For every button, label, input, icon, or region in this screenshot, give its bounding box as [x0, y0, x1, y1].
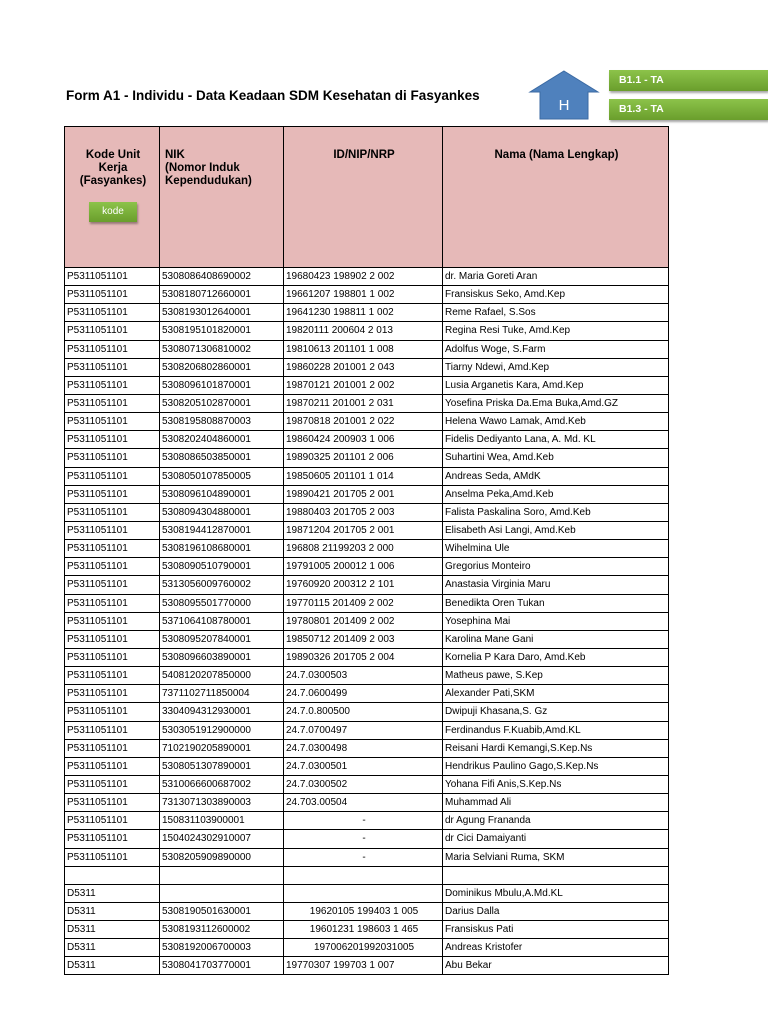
cell-kode-unit[interactable]: P5311051101 [65, 521, 160, 539]
cell-nik[interactable]: 5408120207850000 [160, 667, 284, 685]
cell-kode-unit[interactable]: P5311051101 [65, 449, 160, 467]
table-row [65, 594, 669, 612]
cell-nip[interactable]: 19870211 201001 2 031 [284, 394, 443, 412]
cell-nama[interactable]: Wihelmina Ule [443, 540, 669, 558]
cell-nama[interactable]: dr. Maria Goreti Aran [443, 268, 669, 286]
cell-kode-unit[interactable]: P5311051101 [65, 630, 160, 648]
cell-nama[interactable]: Fransiskus Pati [443, 921, 669, 939]
cell-nama[interactable]: Lusia Arganetis Kara, Amd.Kep [443, 376, 669, 394]
cell-nip[interactable]: 197006201992031005 [284, 939, 443, 957]
cell-kode-unit[interactable]: P5311051101 [65, 775, 160, 793]
cell-nik[interactable] [160, 884, 284, 902]
cell-nama[interactable]: Maria Selviani Ruma, SKM [443, 848, 669, 866]
cell-kode-unit[interactable]: P5311051101 [65, 721, 160, 739]
cell-nik[interactable]: 5308086408690002 [160, 268, 284, 286]
cell-kode-unit[interactable]: P5311051101 [65, 340, 160, 358]
cell-kode-unit[interactable]: P5311051101 [65, 286, 160, 304]
table-row [65, 739, 669, 757]
table-row [65, 449, 669, 467]
cell-kode-unit[interactable]: P5311051101 [65, 467, 160, 485]
cell-nik[interactable]: 5308206802860001 [160, 358, 284, 376]
cell-nip[interactable]: - [284, 848, 443, 866]
cell-nip[interactable]: 24.7.0300502 [284, 775, 443, 793]
cell-nama[interactable]: Alexander Pati,SKM [443, 685, 669, 703]
table-row [65, 721, 669, 739]
cell-nama[interactable]: Gregorius Monteiro [443, 558, 669, 576]
cell-nip[interactable]: 19770115 201409 2 002 [284, 594, 443, 612]
cell-nip[interactable]: 24.7.0600499 [284, 685, 443, 703]
cell-nik[interactable]: 5308051307890001 [160, 757, 284, 775]
cell-nama[interactable]: Reisani Hardi Kemangi,S.Kep.Ns [443, 739, 669, 757]
cell-nik[interactable]: 5303051912900000 [160, 721, 284, 739]
table-row [65, 558, 669, 576]
cell-kode-unit[interactable]: P5311051101 [65, 540, 160, 558]
cell-kode-unit[interactable]: P5311051101 [65, 431, 160, 449]
table-row [65, 376, 669, 394]
table-row [65, 703, 669, 721]
table-row [65, 866, 669, 884]
table-row [65, 358, 669, 376]
cell-kode-unit[interactable]: P5311051101 [65, 485, 160, 503]
cell-nip[interactable]: 24.7.0300503 [284, 667, 443, 685]
cell-nik[interactable]: 5308193012640001 [160, 304, 284, 322]
table-row [65, 394, 669, 412]
cell-nama[interactable]: Darius Dalla [443, 902, 669, 920]
table-row [65, 775, 669, 793]
cell-kode-unit[interactable]: P5311051101 [65, 757, 160, 775]
cell-kode-unit[interactable]: P5311051101 [65, 304, 160, 322]
cell-nip[interactable]: 19661207 198801 1 002 [284, 286, 443, 304]
table-row [65, 612, 669, 630]
cell-nip[interactable]: 19870818 201001 2 022 [284, 413, 443, 431]
cell-nik[interactable]: 5308086503850001 [160, 449, 284, 467]
cell-nama[interactable]: Ferdinandus F.Kuabib,Amd.KL [443, 721, 669, 739]
cell-nik[interactable]: 5308195808870003 [160, 413, 284, 431]
cell-nik[interactable]: 5308190501630001 [160, 902, 284, 920]
header-kode-unit [65, 127, 160, 268]
header-kode-unit-label: Kode Unit Kerja (Fasyankes) [79, 149, 147, 187]
table-row [65, 540, 669, 558]
table-row [65, 939, 669, 957]
table-row [65, 884, 669, 902]
cell-nama[interactable]: Yosephina Mai [443, 612, 669, 630]
cell-kode-unit[interactable]: P5311051101 [65, 612, 160, 630]
cell-nik[interactable]: 5308096104890001 [160, 485, 284, 503]
cell-nip[interactable]: 19871204 201705 2 001 [284, 521, 443, 539]
table-row [65, 902, 669, 920]
table-row [65, 630, 669, 648]
cell-kode-unit[interactable]: P5311051101 [65, 830, 160, 848]
cell-nama[interactable]: Abu Bekar [443, 957, 669, 975]
form-title: Form A1 - Individu - Data Keadaan SDM Kesehatan di Fasyankes [66, 88, 480, 103]
cell-nip[interactable]: 19890325 201101 2 006 [284, 449, 443, 467]
cell-nik[interactable]: 5308205909890000 [160, 848, 284, 866]
cell-kode-unit[interactable]: P5311051101 [65, 739, 160, 757]
cell-nip[interactable]: 19601231 198603 1 465 [284, 921, 443, 939]
cell-nik[interactable]: 5308094304880001 [160, 503, 284, 521]
cell-nik[interactable]: 1504024302910007 [160, 830, 284, 848]
table-row [65, 268, 669, 286]
table-row [65, 286, 669, 304]
cell-nama[interactable]: Kornelia P Kara Daro, Amd.Keb [443, 648, 669, 666]
cell-kode-unit[interactable]: P5311051101 [65, 576, 160, 594]
cell-nama[interactable]: Fidelis Dediyanto Lana, A. Md. KL [443, 431, 669, 449]
cell-kode-unit[interactable]: P5311051101 [65, 358, 160, 376]
cell-kode-unit[interactable]: P5311051101 [65, 794, 160, 812]
cell-nama[interactable]: Andreas Kristofer [443, 939, 669, 957]
cell-nip[interactable]: 19641230 198811 1 002 [284, 304, 443, 322]
header-nip [284, 127, 443, 268]
cell-nama[interactable]: Anselma Peka,Amd.Keb [443, 485, 669, 503]
table-header-row [65, 127, 669, 268]
cell-nik[interactable]: 5308096101870001 [160, 376, 284, 394]
cell-nama[interactable]: Reme Rafael, S.Sos [443, 304, 669, 322]
cell-nip[interactable]: 19890421 201705 2 001 [284, 485, 443, 503]
cell-kode-unit[interactable]: D5311 [65, 957, 160, 975]
table-row [65, 648, 669, 666]
cell-nama[interactable]: Hendrikus Paulino Gago,S.Kep.Ns [443, 757, 669, 775]
cell-nama[interactable]: Dominikus Mbulu,A.Md.KL [443, 884, 669, 902]
cell-nama[interactable]: Adolfus Woge, S.Farm [443, 340, 669, 358]
table-row [65, 431, 669, 449]
cell-nik[interactable]: 150831103900001 [160, 812, 284, 830]
cell-nik[interactable]: 5308195101820001 [160, 322, 284, 340]
cell-kode-unit[interactable]: D5311 [65, 939, 160, 957]
cell-nik[interactable]: 5308192006700003 [160, 939, 284, 957]
table-row [65, 757, 669, 775]
cell-nama[interactable]: Karolina Mane Gani [443, 630, 669, 648]
cell-nama[interactable]: Matheus pawe, S.Kep [443, 667, 669, 685]
sdm-table [64, 126, 669, 975]
cell-kode-unit[interactable]: P5311051101 [65, 322, 160, 340]
header-nik [160, 127, 284, 268]
cell-kode-unit[interactable]: P5311051101 [65, 558, 160, 576]
cell-kode-unit[interactable]: P5311051101 [65, 812, 160, 830]
table-row [65, 322, 669, 340]
cell-kode-unit[interactable]: P5311051101 [65, 703, 160, 721]
cell-nik[interactable]: 5310066600687002 [160, 775, 284, 793]
cell-nip[interactable]: 24.703.00504 [284, 794, 443, 812]
cell-nama[interactable]: Fransiskus Seko, Amd.Kep [443, 286, 669, 304]
cell-kode-unit[interactable]: P5311051101 [65, 268, 160, 286]
cell-nip[interactable]: 24.7.0300501 [284, 757, 443, 775]
cell-nik[interactable]: 7102190205890001 [160, 739, 284, 757]
cell-kode-unit[interactable]: P5311051101 [65, 394, 160, 412]
table-row [65, 340, 669, 358]
home-icon[interactable] [528, 70, 600, 120]
cell-nip[interactable]: 19850605 201101 1 014 [284, 467, 443, 485]
cell-nik[interactable]: 3304094312930001 [160, 703, 284, 721]
cell-nik[interactable]: 5308194412870001 [160, 521, 284, 539]
cell-nip[interactable]: 19810613 201101 1 008 [284, 340, 443, 358]
cell-nik[interactable]: 5308205102870001 [160, 394, 284, 412]
cell-nik[interactable]: 7313071303890003 [160, 794, 284, 812]
cell-nip[interactable]: 24.7.0700497 [284, 721, 443, 739]
cell-kode-unit[interactable] [65, 866, 160, 884]
cell-nip[interactable] [284, 866, 443, 884]
cell-nip[interactable]: 19820111 200604 2 013 [284, 322, 443, 340]
header-nama [443, 127, 669, 268]
cell-nip[interactable]: 19890326 201705 2 004 [284, 648, 443, 666]
cell-nama[interactable]: Elisabeth Asi Langi, Amd.Keb [443, 521, 669, 539]
cell-nip[interactable]: 19791005 200012 1 006 [284, 558, 443, 576]
table-row [65, 812, 669, 830]
cell-nama[interactable]: Helena Wawo Lamak, Amd.Keb [443, 413, 669, 431]
cell-nik[interactable]: 5308193112600002 [160, 921, 284, 939]
cell-kode-unit[interactable]: P5311051101 [65, 503, 160, 521]
cell-nip[interactable]: 19780801 201409 2 002 [284, 612, 443, 630]
cell-nip[interactable]: 24.7.0300498 [284, 739, 443, 757]
cell-nama[interactable]: Benedikta Oren Tukan [443, 594, 669, 612]
cell-nip[interactable]: 19860424 200903 1 006 [284, 431, 443, 449]
table-row [65, 794, 669, 812]
table-row [65, 921, 669, 939]
cell-kode-unit[interactable]: P5311051101 [65, 376, 160, 394]
cell-nip[interactable]: 19870121 201001 2 002 [284, 376, 443, 394]
cell-nip[interactable]: 19620105 199403 1 005 [284, 902, 443, 920]
cell-nik[interactable] [160, 866, 284, 884]
cell-kode-unit[interactable]: P5311051101 [65, 648, 160, 666]
cell-nip[interactable]: 19770307 199703 1 007 [284, 957, 443, 975]
cell-nik[interactable]: 5308090510790001 [160, 558, 284, 576]
table-row [65, 521, 669, 539]
table-row [65, 485, 669, 503]
table-row [65, 848, 669, 866]
cell-kode-unit[interactable]: P5311051101 [65, 594, 160, 612]
cell-nik[interactable]: 5308095207840001 [160, 630, 284, 648]
cell-nama[interactable] [443, 866, 669, 884]
cell-nip[interactable]: 19680423 198902 2 002 [284, 268, 443, 286]
b11-ta-button[interactable]: B1.1 - TA [609, 70, 768, 91]
kode-button[interactable]: kode [89, 202, 137, 222]
cell-nip[interactable]: 19850712 201409 2 003 [284, 630, 443, 648]
b13-ta-button[interactable]: B1.3 - TA [609, 99, 768, 120]
cell-kode-unit[interactable]: P5311051101 [65, 413, 160, 431]
cell-nik[interactable]: 5308096603890001 [160, 648, 284, 666]
cell-nik[interactable]: 5313056009760002 [160, 576, 284, 594]
table-row [65, 467, 669, 485]
cell-nama[interactable]: Yohana Fifi Anis,S.Kep.Ns [443, 775, 669, 793]
cell-nama[interactable]: Andreas Seda, AMdK [443, 467, 669, 485]
cell-nik[interactable]: 5308071306810002 [160, 340, 284, 358]
cell-nama[interactable]: Suhartini Wea, Amd.Keb [443, 449, 669, 467]
cell-kode-unit[interactable]: D5311 [65, 921, 160, 939]
table-row [65, 503, 669, 521]
cell-nip[interactable] [284, 884, 443, 902]
cell-kode-unit[interactable]: D5311 [65, 902, 160, 920]
header-nip-label: ID/NIP/NRP [333, 149, 395, 161]
cell-nama[interactable]: Regina Resi Tuke, Amd.Kep [443, 322, 669, 340]
cell-nik[interactable]: 5371064108780001 [160, 612, 284, 630]
cell-kode-unit[interactable]: P5311051101 [65, 685, 160, 703]
table-row [65, 830, 669, 848]
cell-nip[interactable]: 19760920 200312 2 101 [284, 576, 443, 594]
cell-nip[interactable]: - [284, 812, 443, 830]
table-row [65, 685, 669, 703]
table-row [65, 667, 669, 685]
table-row [65, 413, 669, 431]
cell-nip[interactable]: 196808 21199203 2 000 [284, 540, 443, 558]
cell-nama[interactable]: Anastasia Virginia Maru [443, 576, 669, 594]
cell-kode-unit[interactable]: D5311 [65, 884, 160, 902]
cell-nik[interactable]: 5308050107850005 [160, 467, 284, 485]
cell-nik[interactable]: 7371102711850004 [160, 685, 284, 703]
cell-kode-unit[interactable]: P5311051101 [65, 848, 160, 866]
cell-nama[interactable]: Tiarny Ndewi, Amd.Kep [443, 358, 669, 376]
home-label: H [558, 97, 570, 114]
table-row [65, 576, 669, 594]
cell-nama[interactable]: Yosefina Priska Da.Ema Buka,Amd.GZ [443, 394, 669, 412]
cell-kode-unit[interactable]: P5311051101 [65, 667, 160, 685]
cell-nama[interactable]: Dwipuji Khasana,S. Gz [443, 703, 669, 721]
cell-nama[interactable]: dr Cici Damaiyanti [443, 830, 669, 848]
table-row [65, 304, 669, 322]
cell-nama[interactable]: dr Agung Frananda [443, 812, 669, 830]
cell-nik[interactable]: 5308180712660001 [160, 286, 284, 304]
cell-nik[interactable]: 5308202404860001 [160, 431, 284, 449]
cell-nik[interactable]: 5308095501770000 [160, 594, 284, 612]
cell-nik[interactable]: 5308041703770001 [160, 957, 284, 975]
header-nik-label: NIK (Nomor Induk Kependudukan) [165, 149, 252, 187]
cell-nip[interactable]: 19860228 201001 2 043 [284, 358, 443, 376]
cell-nama[interactable]: Falista Paskalina Soro, Amd.Keb [443, 503, 669, 521]
cell-nama[interactable]: Muhammad Ali [443, 794, 669, 812]
table-row [65, 957, 669, 975]
cell-nip[interactable]: - [284, 830, 443, 848]
header-nama-label: Nama (Nama Lengkap) [494, 149, 619, 161]
cell-nip[interactable]: 24.7.0.800500 [284, 703, 443, 721]
cell-nik[interactable]: 5308196108680001 [160, 540, 284, 558]
cell-nip[interactable]: 19880403 201705 2 003 [284, 503, 443, 521]
